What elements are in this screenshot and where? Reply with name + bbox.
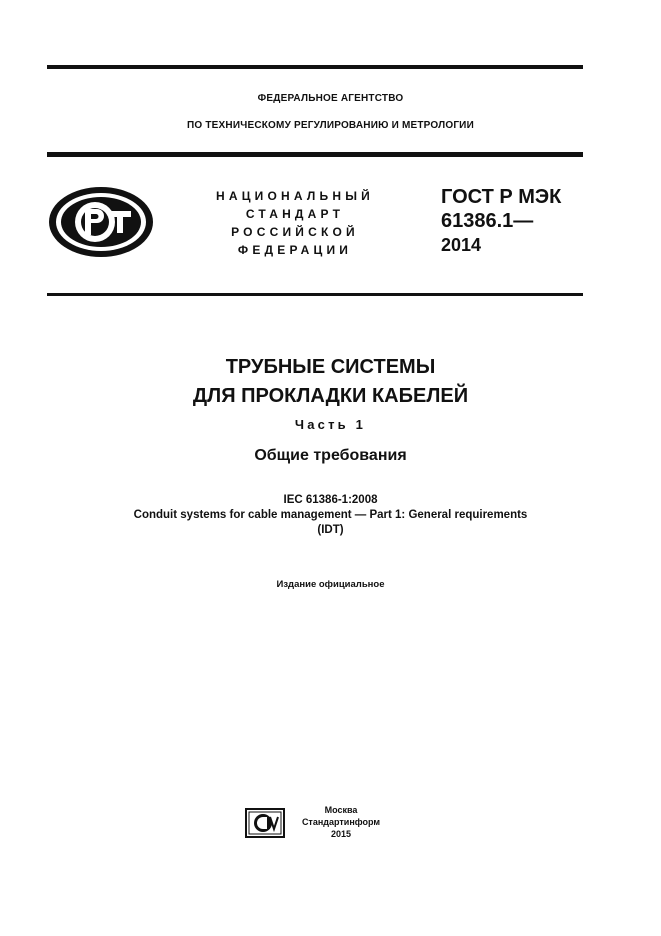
edition-label: Издание официальное xyxy=(276,579,385,590)
publisher-city: Москва xyxy=(324,805,358,815)
national-standard-label xyxy=(182,187,408,259)
document-subtitle: Общие требования xyxy=(254,447,407,464)
english-title: Conduit systems for cable management — Part 1: General requirements xyxy=(133,509,528,521)
iec-number: IEC 61386-1:2008 xyxy=(283,494,378,506)
publication-year: 2015 xyxy=(330,829,352,839)
designation-line1: ГОСТ Р МЭК xyxy=(441,186,562,208)
designation-number: 61386.1— xyxy=(441,210,534,232)
national-line-2: СТАНДАРТ xyxy=(245,207,345,221)
title-line-2: ДЛЯ ПРОКЛАДКИ КАБЕЛЕЙ xyxy=(192,385,469,407)
national-line-1: НАЦИОНАЛЬНЫЙ xyxy=(215,189,375,203)
top-rule xyxy=(47,65,583,69)
designation-year: 2014 xyxy=(441,235,482,255)
agency-name-line1: ФЕДЕРАЛЬНОЕ АГЕНТСТВО xyxy=(257,93,404,104)
part-label: Часть 1 xyxy=(294,417,367,432)
standartinform-logo-icon xyxy=(245,808,285,838)
rst-standard-mark-icon xyxy=(47,185,155,259)
national-line-3: РОССИЙСКОЙ xyxy=(231,225,359,239)
standard-designation xyxy=(441,185,561,257)
publisher-info xyxy=(296,804,386,840)
agency-name-line2: ПО ТЕХНИЧЕСКОМУ РЕГУЛИРОВАНИЮ И МЕТРОЛОГИИ xyxy=(187,120,474,131)
iec-reference xyxy=(0,493,661,538)
identity-mark: (IDT) xyxy=(317,524,344,536)
document-title xyxy=(0,353,661,411)
publisher-name: Стандартинформ xyxy=(301,817,381,827)
designation-divider xyxy=(47,293,583,296)
title-line-1: ТРУБНЫЕ СИСТЕМЫ xyxy=(225,356,436,378)
national-line-4: ФЕДЕРАЦИИ xyxy=(237,243,353,257)
header-divider xyxy=(47,152,583,157)
